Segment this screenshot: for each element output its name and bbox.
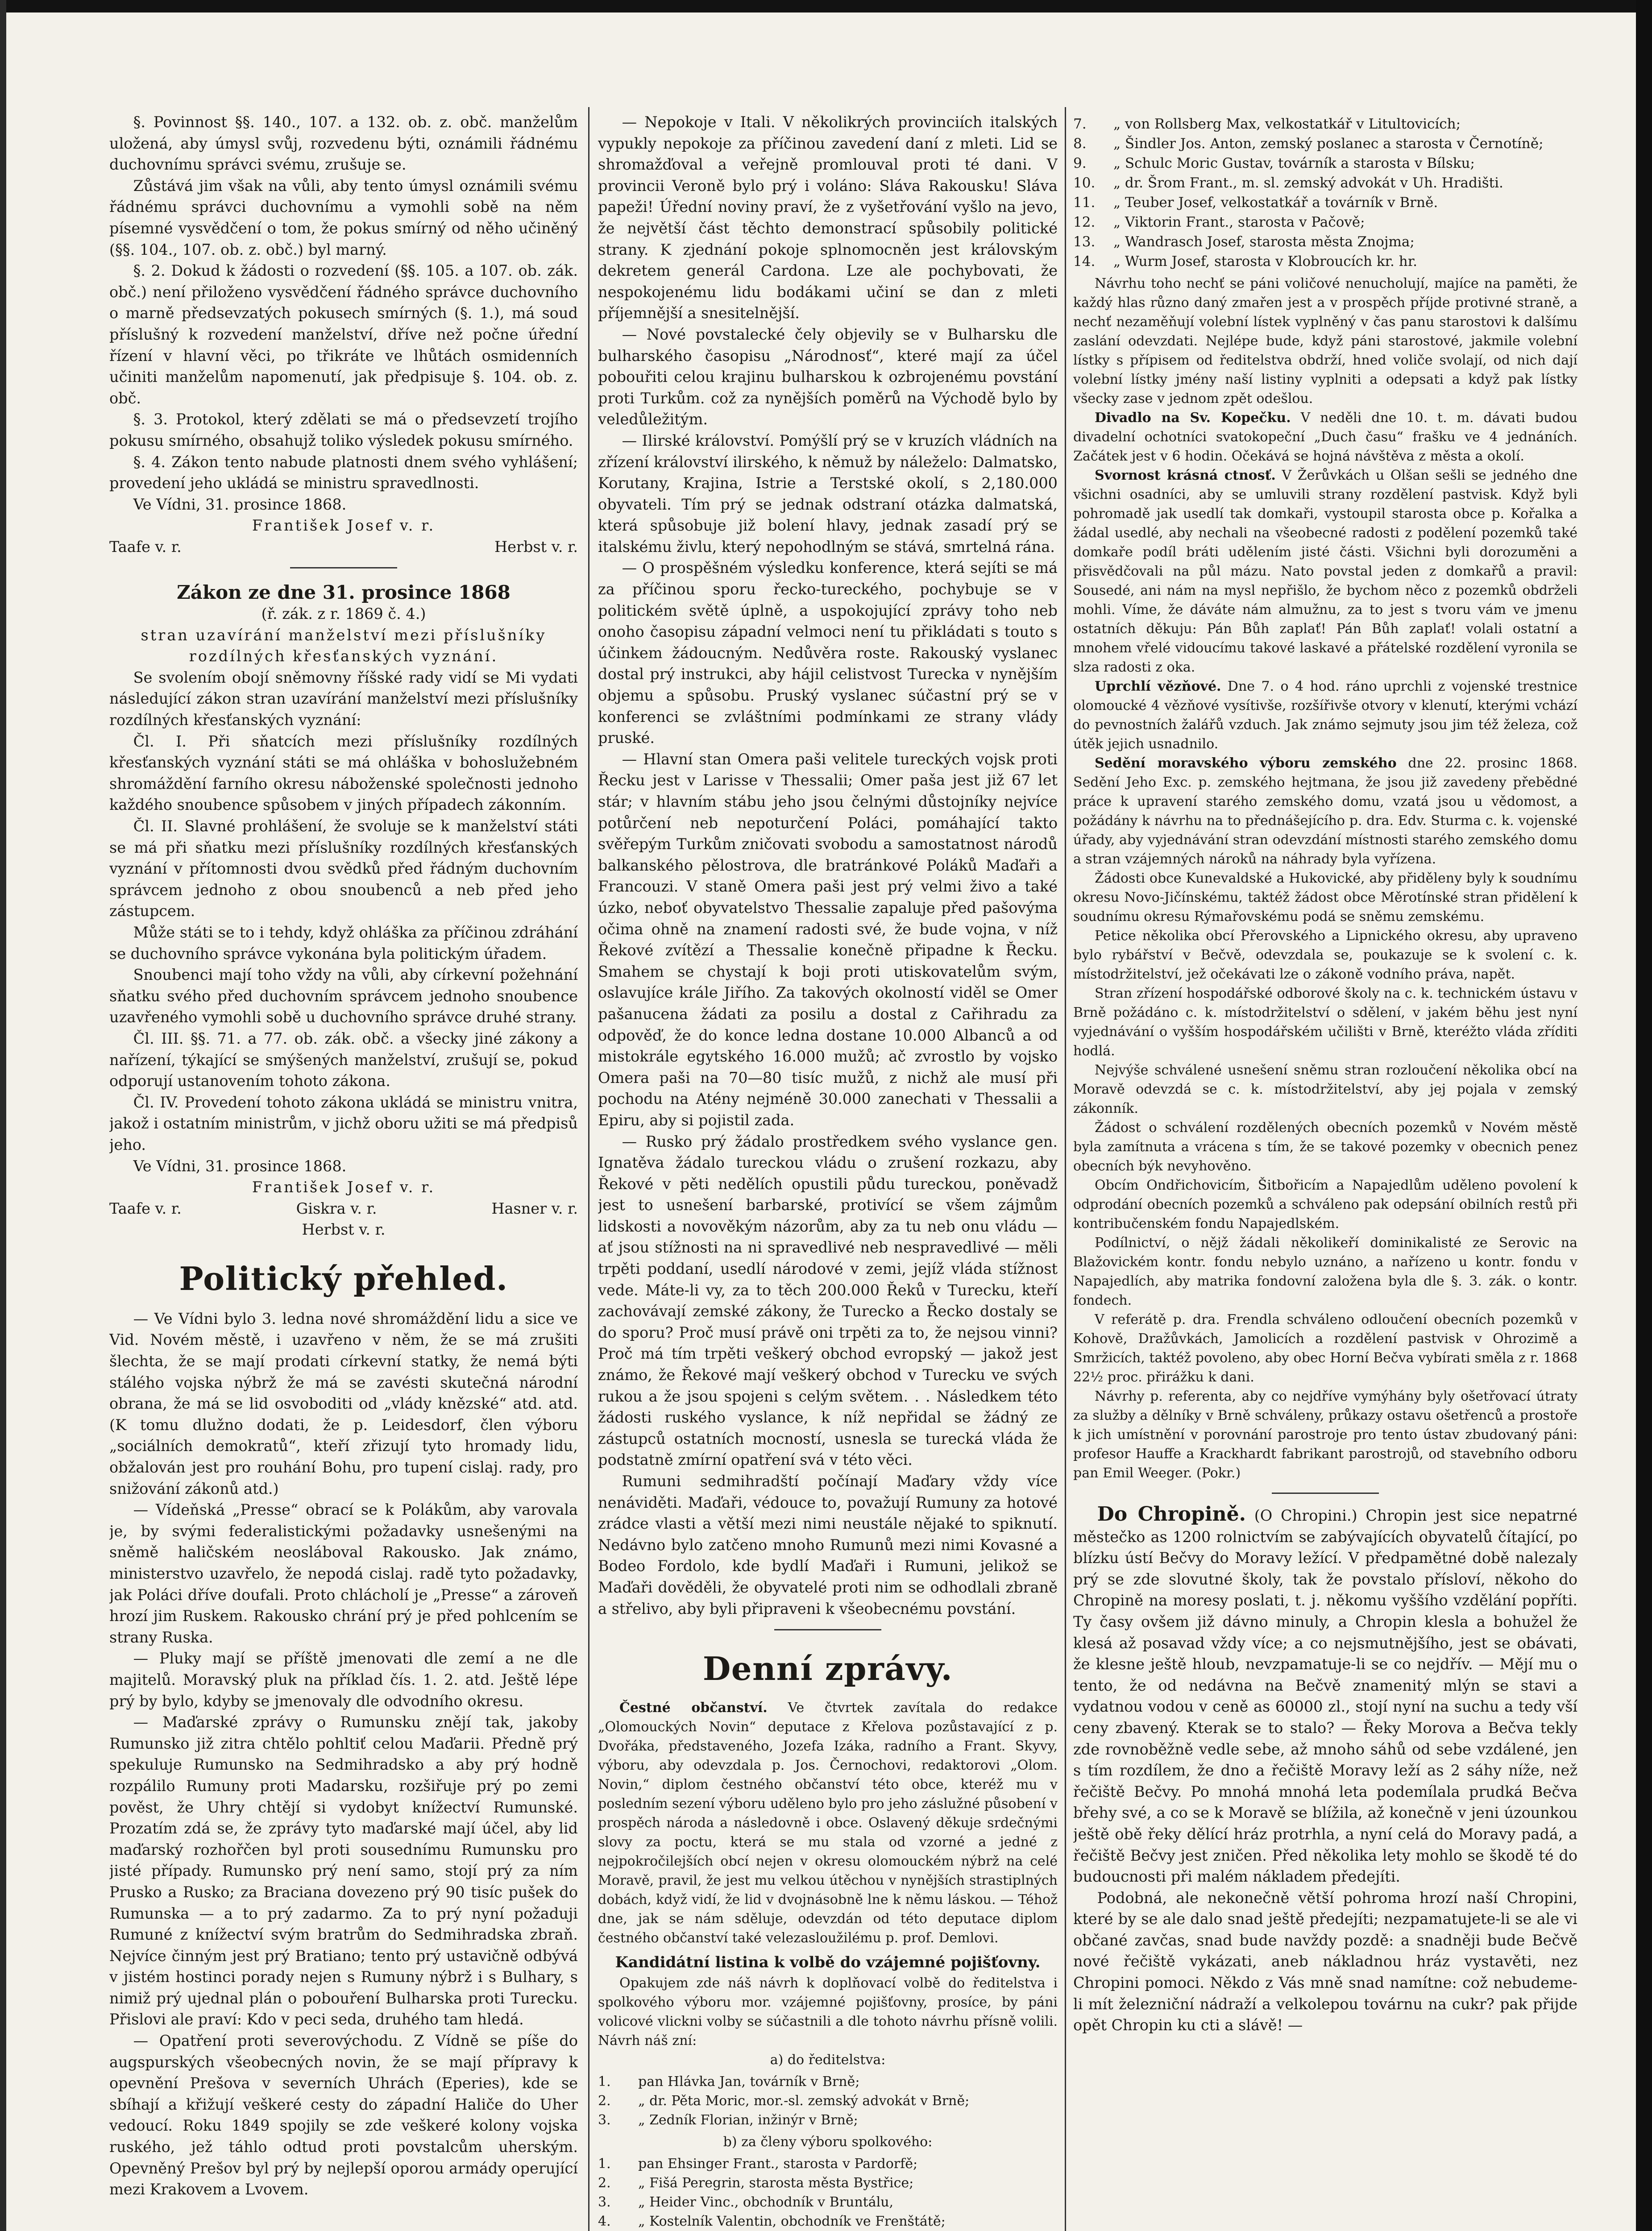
list-item-text: „ Wandrasch Josef, starosta města Znojma; [1113, 234, 1415, 250]
list-item-number: 9. [1073, 155, 1087, 171]
news-lead: Uprchlí vězňové. [1095, 679, 1221, 694]
paragraph: — O prospěšném výsledku konference, která sejíti se má za příčinou sporu řecko-tureckého, pochybuje se v politickém světě úplně, a uspokojující zprávy toho neb onoho časopisu západní velmoci není tu přikládati s touto s účinkem žádoucným. Nedůvěra roste. Rakouský vyslanec dostal prý instrukci, aby hájil celistvost Turecka v nynějším objemu a spůsobu. Pruský vyslanec súčastní prý se v konferenci se zvláštními podmínkami ze strany vlády pruské. [598, 559, 1058, 747]
paragraph: — Maďarské zprávy o Rumunsku znějí tak, jakoby Rumunsko již zitra chtělo pohltiť celou Maďarii. Předně prý spekuluje Rumunsko na Sedmihradsko a aby prý hodně rozpálilo Rumuny proti Madarsku, rozšiřuje prý po zemi pověst, že Uhry chtějí si vydobyt knížectví Rumunské. Prozatím zdá se, že zprávy tyto maďarské mají účel, aby lid maďarský rozhořčen byl proti sousednímu Rumunsku pro jisté případy. Rumunsko prý není samo, stojí prý za ním Prusko a Rusko; za Braciana dovezeno prý 90 tisíc pušek do Rumunska — a to prý zadarmo. Za to prý nyní požaduji Rumuné z knížectví svým bratrům do Sedmihradska zbraň. Nejvíce činným jest prý Bratiano; tento prý ustavičně odbývá v jistém hostinci porady nejen s Rumuny nýbrž i s Bulhary, s nimiž prý ujednal plán o pobouření Bulharska proti Turecku. Přislovi ale praví: Kdo v peci seda, druhého tam hledá. [109, 1713, 578, 2028]
page-edge-left [0, 0, 6, 2231]
list-item-text: „ Kostelník Valentin, obchodník ve Frenštátě; [638, 2213, 946, 2229]
candidate-list [598, 2072, 1058, 2130]
signature-middle: Giskra v. r. [296, 1199, 377, 1217]
paragraph: Čl. IV. Provedení tohoto zákona ukládá se ministru vnitra, jakož i ostatním ministrům, v jichž oboru užiti se má předpisů jeho. [109, 1093, 578, 1153]
list-item [598, 2091, 1058, 2111]
paragraph: — Ilirské království. Pomýšlí prý se v kruzích vládních na zřízení království ilirského, k němuž by náleželo: Dalmatsko, Korutany, Krajina, Istrie a Terstské okolí, s 2,180.000 obyvateli. Tím prý se jednak odstraní otázka dalmatská, která spůsobuje již bolení hlavy, jednak zasadí prý se italskému živlu, který nepohodlným se stává, smrtelná rána. [598, 431, 1058, 556]
paragraph: — Rusko prý žádalo prostředkem svého vyslance gen. Ignatěva žádalo tureckou vládu o zrušení rozkazu, aby Řekové v pěti nedělích opustili půdu tureckou, poněvadž jest to usnešení barbarské, protivící se všem zájmům lidskosti a novověkým názorům, aby za tu neb onu vládu — ať jsou stížnosti na ni spravedlivé neb nespravedlivé — měli trpěti poddaní, usedlí národové v zemi, jejíž vláda stížnost vede. Máte-li vy, za to těch 200.000 Řeků v Turecku, kteří zachovávají zemské zákony, že Turecko a Řecko dostaly se do sporu? Proč musí právě oni trpěti za to, že nejsou vinni? Proč má tím trpěti veškerý obchod evropský — jakož jest známo, že Řekové mají veškerý obchod v Turecku ve svých rukou a že jsou spojeni s celým světem. . . Následkem této žádosti ruského vyslance, k níž nepřidal se žádný ze zástupců ostatních mocností, usnesla se turecká vláda že podstatně zmírní opatření svá v této věci. [598, 1132, 1058, 1469]
news-text: Dne 7. o 4 hod. ráno uprchli z vojenské trestnice olomoucké 4 vězňové vysítivše, rozšířivše otvory v klenutí, kterými vchází do pevnostních žalářů vzduch. Jak známo sejmuty jsou jim též železa, což útěk jejich usnadnilo. [1073, 679, 1577, 752]
list-item [1073, 193, 1577, 212]
list-item-text: „ Teuber Josef, velkostatkář a továrník v Brně. [1113, 195, 1438, 211]
law-subject: stran uzavírání manželství mezi příslušníky rozdílných křesťanských vyznání. [141, 626, 547, 665]
paragraph: §. Povinnost §§. 140., 107. a 132. ob. z. obč. manželům uložená, aby úmysl svůj, rozvedenu býti, oznámili řádnému duchovnímu správci svému, zrušuje se. [109, 113, 578, 174]
article-text: Chropin jest sice nepatrné městečko as 1200 rolnictvím se zabývajících obyvatelů čítající, po blízku ústí Bečvy do Moravy ležící. V předpamětné době nalezaly prý se zde slovutné školy, tak že povstalo přísloví, někoho do Chropině na moresy poslati, t. j. někomu vyššího vzdělání popříti. Ty časy ovšem již dávno minuly, a Chropin klesla a bohužel že klesá až posavad vždy více; a co nejsmutnějšího, jest se obávati, že klesne ještě hloub, nevzpamatuje-li se co nejdřív. — Mějí mu o tento, že od nedávna na Bečvě znamenitý mlýn se stavi a vydatnou vodou v ceně as 60000 zl., stojí nyní na suchu a tedy vší ceny zbavený. Kterak se to stalo? — Řeky Morova a Bečva tekly zde rovnoběžně vedle sebe, až mnoho sáhů od sebe vzdálené, jen s tím rozdílem, že dno a řečiště Moravy leží as 2 sáhy níže, než řečiště Bečvy. Po mnohá mnohá leta podemílala prudká Bečva břehy své, a co se k Moravě se blížila, až konečně v jeni úzounkou ještě obě řeky dělící hráz protrhla, a nyní celá do Moravy padá, a řečiště Bečvy jest zničen. Před několika lety mohlo se škodě té do budoucnosti při malém nákladem předejíti. [1073, 1507, 1577, 1886]
group-heading: b) za členy výboru spolkového: [723, 2134, 933, 2150]
section-title: Politický přehled. [179, 1259, 508, 1298]
paragraph: §. 3. Protokol, který zdělati se má o předsevzetí trojího pokusu smírného, obsahujž toliko výsledek pokusu smírného. [109, 411, 578, 449]
list-item-number: 8. [1073, 136, 1087, 152]
list-item [598, 2111, 1058, 2130]
list-item [1073, 134, 1577, 153]
paragraph: Stran zřízení hospodářské odborové školy na c. k. technickém ústavu v Brně požádáno c. k. místodržitelství o sdělení, v jakém běhu jest nyní vyjednávání o vyšším hospodářském učilišti v Brně, kteréžto vláda zříditi hodlá. [1073, 986, 1577, 1059]
list-item-text: „ Fišá Peregrin, starosta města Bystřice; [638, 2175, 914, 2191]
paragraph: — Hlavní stan Omera paši velitele tureckých vojsk proti Řecku jest v Larisse v Thessalii; Omer paša jest již 67 let stár; v hlavním stábu jeho jsou čelnými důstojníky nejvíce potůrčení neb nepoturčení Poláci, pomáhající takto svěřepým Turkům zničovati svobodu a samostatnost národů balkanského pělostrova, dle bratránkové Poláků Maďaři a Francouzi. V staně Omera paši jest prý velmi živo a také úzko, neboť obyvatelstvo Thessalie zapaluje před pašovýma očima ohně na znamení radosti své, že bude vojna, v níž Řekové zvítězí a Thessalie konečně připadne k Řecku. Smahem se chystají k boji proti utiskovatelům svým, oslavujíce krále Jiřího. Za takových okolností viděl se Omer pašanucena žádati za posilu a dostal z Cařihradu za odpověď, že do konce ledna dostane 10.000 Albanců a od mistokrále egytského 16.000 mužů; ač zvrostlo by vojsko Omera paši na 70—80 tisíc mužů, z nichž ale musí při pochodu na Atény nejméně 30.000 zanechati v Thessalii a Epiru, aby si pojistil zada. [598, 750, 1058, 1129]
article-reference: (O Chropini.) [1254, 1507, 1357, 1524]
list-item [1073, 114, 1577, 134]
page-edge-right [1636, 0, 1652, 2231]
list-item-number: 3. [598, 2194, 611, 2210]
signature-right: Herbst v. r. [494, 538, 578, 556]
paragraph: Může státi se to i tehdy, když ohláška za příčinou zdráhání se duchovního správce vykonána byla politickým úřadem. [109, 923, 578, 962]
signature-emperor: František Josef v. r. [252, 1178, 436, 1196]
news-lead: Svornost krásná ctnosť. [1095, 468, 1276, 483]
signature-bottom: Herbst v. r. [302, 1221, 386, 1239]
paragraph: Návrhy p. referenta, aby co nejdříve vymýhány byly ošetřovací útraty za služby a dělníky v Brně schváleny, průkazy ostavu ošetřenců a prostoře k jich umístnění v porovnání parostroje pro tento ústav zbudovaný páni: profesor Hauffe a Krackhardt fabrikant parostrojů, od stavebního odboru pan Emil Weeger. (Pokr.) [1073, 1389, 1577, 1481]
news-text: Ve čtvrtek zavítala do redakce „Olomouckých Novin“ deputace z Křelova pozůstavající z p. Dvořáka, představeného, Jozefa Izáka, radního a Frant. Skyvy, výboru, aby odevzdala p. Jos. Černochovi, redaktorovi „Olom. Novin,“ diplom čestného občanství této obce, kteréž mu v posledním sezení výboru uděleno bylo pro jeho záslužné působení v prospěch národa a následovně i obce. Oslavený děkuje srdečnými slovy za poctu, která se mu stala od vzorné a jedné z nejpokročilejších obcí nejen v okresu olomouckém nýbrž na celé Moravě, pravil, že jest mu velkou útěchou v nynějších strastiplných dobách, když vidí, že lid v dvojnásobně lne k němu láskou. — Téhož dne, jak se nám sděluje, odevzdán od této deputace diplom čestného občanství také velezasloužilému p. prof. Demlovi. [598, 1700, 1058, 1946]
paragraph: — Pluky mají se příště jmenovati dle zemí a ne dle majitelů. Moravský pluk na příklad čís. 1. 2. atd. Ještě lépe prý by bylo, kdyby se jmenovaly dle odvodního okresu. [109, 1650, 578, 1710]
column-1 [109, 112, 578, 2231]
signature-emperor: František Josef v. r. [252, 517, 436, 535]
list-item [1073, 212, 1577, 232]
paragraph: Opakujem zde náš návrh k doplňovací volbě do ředitelstva i spolkového výboru mor. vzájemné pojišťovny, prosíce, by páni volicové vlickni volby se súčastnili a dle tohoto návrhu přísně volili. Návrh náš zní: [598, 1975, 1058, 2049]
paragraph: Nejvýše schválené usnešení sněmu stran rozloučení několika obcí na Moravě odevzdá se c. k. místodržitelství, aby jej pojala v zemský zákonník. [1073, 1062, 1577, 1116]
list-item-number: 4. [598, 2213, 611, 2229]
paragraph: Rumuni sedmihradští počínají Maďary vždy více nenáviděti. Maďaři, védouce to, považují Rumuny za hotové zrádce vlasti a větší mezi nimi neustále nějaké to spiknutí. Nedávno bylo zatčeno mnoho Rumunů mezi nimi Kovasné a Bodeo Fordolo, kde bydlí Maďaři i Rumuni, jelikož se Maďaři dověděli, že obyvatelé proti nim se odhodlali zbraně a střelivo, aby byli připraveni k všeobecnému povstání. [598, 1472, 1058, 1617]
candidate-list [1073, 114, 1577, 271]
paragraph: Návrhu toho nechť se páni voličové nenucholují, majíce na paměti, že každý hlas různo daný zmařen jest a v prospěch příjde protivné straně, a nechť nezaměňují volební lístek vyplněný v čas panu starostovi k dalšímu zaslání odevzdati. Nejlépe bude, když páni starostové, jakmile volební lístky s přípisem od ředitelstva obdrží, hned voliče svolají, od nich dají volební lístky jmény naší listiny vyplniti a odepsati a když pak lístky všecky zase v jednom zpět odešlou. [1073, 276, 1577, 406]
column-3 [1073, 112, 1577, 2231]
news-text: V neděli dne 10. t. m. dávati budou divadelní ochotníci svatokopeční „Duch času“ frašku ve 4 jednáních. Začátek jest v 6 hodin. Očekává se hojná návštěva z města a okolí. [1073, 410, 1577, 464]
list-item-text: pan Hlávka Jan, továrník v Brně; [638, 2073, 860, 2090]
signature-right: Hasner v. r. [491, 1199, 578, 1217]
section-title: Denní zprávy. [702, 1650, 953, 1688]
signature-left: Taafe v. r. [109, 1199, 182, 1217]
paragraph: Se svolením obojí sněmovny říšské rady vidí se Mi vydati následující zákon stran uzavírání manželství mezi příslušníky rozdílných křesťanských vyznání: [109, 668, 578, 729]
list-item [598, 2212, 1058, 2231]
paragraph: Petice několika obcí Přerovského a Lipnického okresu, aby upraveno bylo rybářství v Bečvě, odevzdala se, poukazuje se k svolení c. k. místodržitelství, jež očekávati lze o zákoně vodního práva, napět. [1073, 928, 1577, 982]
separator [1272, 1493, 1379, 1494]
law-title: Zákon ze dne 31. prosince 1868 [177, 581, 511, 604]
list-item-text: „ Heider Vinc., obchodník v Bruntálu, [638, 2194, 894, 2210]
list-item-number: 2. [598, 2093, 611, 2109]
list-item [598, 2173, 1058, 2193]
paragraph: Zůstává jim však na vůli, aby tento úmysl oznámili svému řádnému správci duchovnímu a vymohli sobě na něm písemné vysvědčení o tom, že pokus smírný od něho učiněný (§§. 104., 107. ob. z. obč.) byl marný. [109, 177, 578, 258]
paragraph: — Ve Vídni bylo 3. ledna nové shromáždění lidu a sice ve Vid. Novém městě, i uzavřeno v něm, že se má zrušiti šlechta, že se mají prodati církevní statky, že nemá býti stálého vojska nýbrž že má se zavésti skutečná národní obrana, že má se lid osvoboditi od „vlády knězské“ atd. atd. (K tomu dlužno dodati, že p. Leidesdorf, člen výboru „sociálních demokratů“, kteří zřizují tyto hromady lidu, obžalován jest pro rouhání Bohu, pro tupení cislaj. rady, pro snižování zákonů atd.) [109, 1310, 578, 1497]
list-item-text: „ Wurm Josef, starosta v Klobroucích kr. hr. [1113, 253, 1418, 270]
article-title: Do Chropině. [1097, 1503, 1246, 1526]
paragraph: V referátě p. dra. Frendla schváleno odloučení obecních pozemků v Kohově, Dražůvkách, Jamolicích a rozdělení pastvisk v Ohrozimě a Smržicích, taktéž povoleno, aby obec Horní Bečva vybírati směla z r. 1868 22½ proc. přirážku k dani. [1073, 1312, 1577, 1385]
separator [774, 1629, 881, 1630]
separator [290, 567, 397, 568]
signature-row [109, 1198, 578, 1219]
column-rule [588, 107, 589, 2231]
list-item-text: „ Schulc Moric Gustav, továrník a starosta v Bílsku; [1113, 155, 1475, 171]
paragraph: §. 2. Dokud k žádosti o rozvedení (§§. 105. a 107. ob. zák. obč.) není přiloženo vysvědčení řádného správce duchovního o marně předsevzatých pokusech smírných (§. 1.), má soud příslušný k rozvedení manželství, dříve než počne úřední řízení v hlavní věci, po třikráte ve lhůtách osmidenních učiniti manželům napomenutí, jak předpisuje §. 104. ob. z. obč. [109, 262, 578, 407]
list-item-number: 3. [598, 2112, 611, 2128]
column-2 [598, 112, 1058, 2231]
list-item-number: 10. [1073, 175, 1096, 191]
candidate-list [598, 2154, 1058, 2231]
news-lead: Divadlo na Sv. Kopečku. [1095, 410, 1291, 426]
list-item-number: 12. [1073, 214, 1096, 230]
list-item-number: 7. [1073, 116, 1087, 132]
date-line: Ve Vídni, 31. prosince 1868. [133, 1157, 347, 1175]
list-item-number: 2. [598, 2175, 611, 2191]
list-item [598, 2072, 1058, 2091]
list-item-number: 1. [598, 2073, 611, 2090]
list-item-text: pan Ehsinger Frant., starosta v Pardorfě; [638, 2156, 918, 2172]
news-lead: Sedění moravského výboru zemského [1095, 755, 1397, 771]
signature-left: Taafe v. r. [109, 538, 182, 556]
list-item [598, 2154, 1058, 2173]
news-text: V Žerůvkách u Olšan sešli se jedného dne všichni osadníci, aby se umluvili strany rozdělení pastvisk. Když byli pohromadě jak usedlí tak domkaři, vystoupil starosta obce p. Kořalka a žádal usedlé, aby nechali na všeobecné radosti z podělení pozemků také domkaře podíl bráti udělením jisté části. Všichni byli dorozuměni a přisvědčovali na půl mázu. Nato povstal jeden z domkařů a pravil: Sousedé, ani nám na mysl nepřišlo, že bychom něco z pozemků obdrželi mohli. Víme, že dáváte nám almužnu, za to jest s tvoru vám ve jmenu ostatních děkuju: Pán Bůh zaplať! Pán Bůh zaplať! volali ostatní a mnohem vřelé vidoucímu takové laskavé a přátelské rozdělení vyronila se slza radosti z oka. [1073, 468, 1577, 675]
list-item-text: „ dr. Pěta Moric, mor.-sl. zemský advokát v Brně; [638, 2093, 970, 2109]
date-line: Ve Vídni, 31. prosince 1868. [133, 495, 347, 513]
paragraph: — Nepokoje v Itali. V několikrých provinciích italských vypukly nepokoje za příčinou zavedení daní z mleti. Lid se shromažďoval a veřejně promlouval proti té dani. V provincii Veroně bylo prý i voláno: Sláva Rakousku! Sláva papeži! Úřední noviny praví, že z vyšetřování vyšlo na jevo, že největší část těchto demonstrací spůsobily politické strany. K zjednání pokoje splnomocněn jest královským dekretem generál Cardona. Lze ale pochybovati, že nespokojenému lidu bodákami učiní se dan z mleti příjemnější a snesitelnější. [598, 113, 1058, 322]
list-item-number: 1. [598, 2156, 611, 2172]
list-item [1073, 173, 1577, 193]
list-item [1073, 153, 1577, 173]
news-lead: Čestné občanství. [619, 1700, 768, 1716]
paragraph: — Opatření proti severovýchodu. Z Vídně se píše do augspurských všeobecných novin, že se mají přípravy k opevnění Prešova v severních Uhrách (Eperies), kde se sbíhají a křižují veškeré cesty do západní Haliče do Uher vedoucí. Roku 1849 spojily se zde veškeré kolony vojska ruského, jež táhlo odtud proti povstalcům uherským. Opevněný Prešov byl prý by nejlepší oporou armády operující mezi Krakovem a Lvovem. [109, 2032, 578, 2198]
list-item-text: „ Viktorin Frant., starosta v Pačově; [1113, 214, 1365, 230]
paragraph: Čl. III. §§. 71. a 77. ob. zák. obč. a všecky jiné zákony a nařízení, týkající se smýšených manželství, zrušují se, pokud odporují ustanovením tohoto zákona. [109, 1029, 578, 1090]
page-edge-top [0, 0, 1652, 12]
news-text: dne 22. prosinc 1868. Sedění Jeho Exc. p. zemského hejtmana, že jsou již zavedeny přebědné práce k upravení starého zemského domu, vzatá jsou u vědomost, a požádány k návrhu na to přednášejícího p. dra. Edv. Sturma c. k. vojenské úřady, aby vyjednávání stran odevzdání místnosti starého zemského domu a stran vzájemných nároků na náhrady byla vyřízena. [1073, 755, 1577, 867]
paragraph: — Vídeňská „Presse“ obrací se k Polákům, aby varovala je, by svými federalistickými požadavky usnešenými na sněmě haličském neosláboval Rakousko. Jak známo, ministerstvo uzavřelo, že nepodá cislaj. radě tyto požadavky, jak Poláci dříve doufali. Proto chlácholí je „Presse“ a zároveň hrozí jim Ruskem. Rakousko chrání prý je před pohlcením se strany Ruska. [109, 1501, 578, 1646]
paragraph: Čl. II. Slavné prohlášení, že svoluje se k manželství státi se má při sňatku mezi příslušníky rozdílných křesťanských vyznání v přítomnosti dvou svědků před řádným duchovním správcem jednoho z obou snoubenců a neb před jeho zástupcem. [109, 817, 578, 920]
signature-row [109, 536, 578, 558]
paragraph: Čl. I. Při sňatcích mezi příslušníky rozdílných křesťanských vyznání státi se má ohláška v bohoslužebném shromáždění farního okresu náboženské společnosti jednoho každého snoubence spůsobem v jiných případech zákonním. [109, 732, 578, 814]
list-item [1073, 252, 1577, 271]
paragraph: Obcím Ondřichovicím, Šitbořicím a Napajedlům uděleno povolení k odprodání obecních pozemků a schváleno pak odepsání obilních restů při kontribučenském fondu Napajedlském. [1073, 1178, 1577, 1232]
paragraph: Snoubenci mají toho vždy na vůli, aby církevní požehnání sňatku svého před duchovním správcem jednoho snoubence uzavřeného vymohli sobě u duchovního správce druhé strany. [109, 966, 578, 1026]
paragraph: §. 4. Zákon tento nabude platnosti dnem svého vyhlášení; provedení jeho ukládá se ministru spravedlnosti. [109, 453, 578, 492]
list-item-text: „ Šindler Jos. Anton, zemský poslanec a starosta v Černotíně; [1113, 136, 1544, 152]
list-item [1073, 232, 1577, 252]
paragraph: Žádost o schválení rozdělených obecních pozemků v Novém městě byla zamítnuta a vrácena s tím, že se takové pozemky v obecnich penez obecních býk nevyhověno. [1073, 1120, 1577, 1174]
column-rule [1065, 107, 1066, 2231]
group-heading: a) do ředitelstva: [770, 2052, 886, 2068]
list-item-text: „ dr. Šrom Frant., m. sl. zemský advokát v Uh. Hradišti. [1113, 175, 1503, 191]
paragraph: — Nové povstalecké čely objevily se v Bulharsku dle bulharského časopisu „Národnosť“, které mají za účel pobouřiti celou krajinu bulharskou k ozbrojenému povstání proti Turkům. což za nynějších poměrů na Východě bylo by veledůležitým. [598, 325, 1058, 428]
list-item-text: „ Zedník Florian, inžinýr v Brně; [638, 2112, 858, 2128]
list-item [598, 2193, 1058, 2212]
list-item-number: 13. [1073, 234, 1096, 250]
list-item-number: 11. [1073, 195, 1096, 211]
paragraph: Podílnictví, o nějž žádali několikeří dominikalisté ze Serovic na Blažovickém kontr. fondu nebylo uznáno, a nařízeno u kontr. fondu v Napajedlích, aby matrika fondovní založena byla dle §. 3. zák. o kontr. fondech. [1073, 1235, 1577, 1308]
list-item-number: 14. [1073, 253, 1096, 270]
candidates-heading: Kandidátní listina k volbě do vzájemné pojišťovny. [615, 1953, 1041, 1972]
list-item-text: „ von Rollsberg Max, velkostatkář v Litultovicích; [1113, 116, 1461, 132]
law-reference: (ř. zák. z r. 1869 č. 4.) [261, 605, 426, 623]
paragraph: Žádosti obce Kunevaldské a Hukovické, aby přiděleny byly k soudnímu okresu Novo-Jičínskému, taktéž žádost obce Měrotínské stran přidělení k soudnímu okresu Rýmařovskému podá se sněmu zemskému. [1073, 871, 1577, 925]
paragraph: Podobná, ale nekonečně větší pohroma hrozí naší Chropini, které by se ale dalo snad ještě předejíti; nezpamatujete-li se ale vi občané zavčas, snad bude navždy pozdě: a snadněji bude Bečvě nové řečiště vykázati, aneb nákladnou hráz vystavěti, nez Chropini pomoci. Někdo z Vás mně snad namítne: což nebudeme-li mít železniční nádraží a velkolepou továrnu na cukr? pak přijde opět Chropin ku cti a slávě! — [1073, 1889, 1577, 2034]
